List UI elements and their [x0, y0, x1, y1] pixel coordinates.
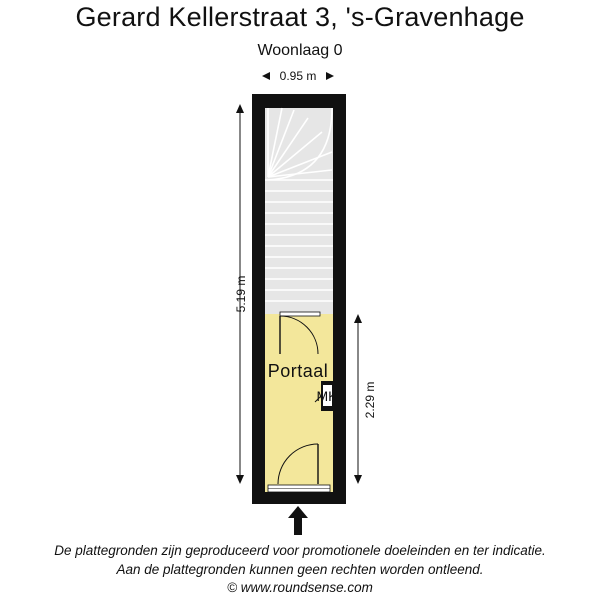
- floor-label: Woonlaag 0: [257, 42, 343, 59]
- portaal-label: Portaal: [267, 361, 329, 381]
- total-length-label: 5.19 m: [234, 275, 248, 313]
- copyright-line: © www.roundsense.com: [227, 580, 373, 595]
- disclaimer-line-2: Aan de plattegronden kunnen geen rechten worden ontleend.: [116, 562, 484, 577]
- portaal-length-label: 2.29 m: [363, 381, 377, 419]
- total-length-dimension: [234, 104, 248, 484]
- portaal-length-dimension: [354, 314, 377, 484]
- mk-label: MK: [316, 388, 338, 404]
- disclaimer-line-1: De plattegronden zijn geproduceerd voor promotionele doeleinden en ter indicatie.: [54, 543, 546, 558]
- entrance-arrow-icon: [288, 506, 308, 535]
- width-dimension: [262, 69, 334, 83]
- page-title: Gerard Kellerstraat 3, 's-Gravenhage: [75, 2, 525, 32]
- width-dimension-label: 0.95 m: [279, 69, 317, 83]
